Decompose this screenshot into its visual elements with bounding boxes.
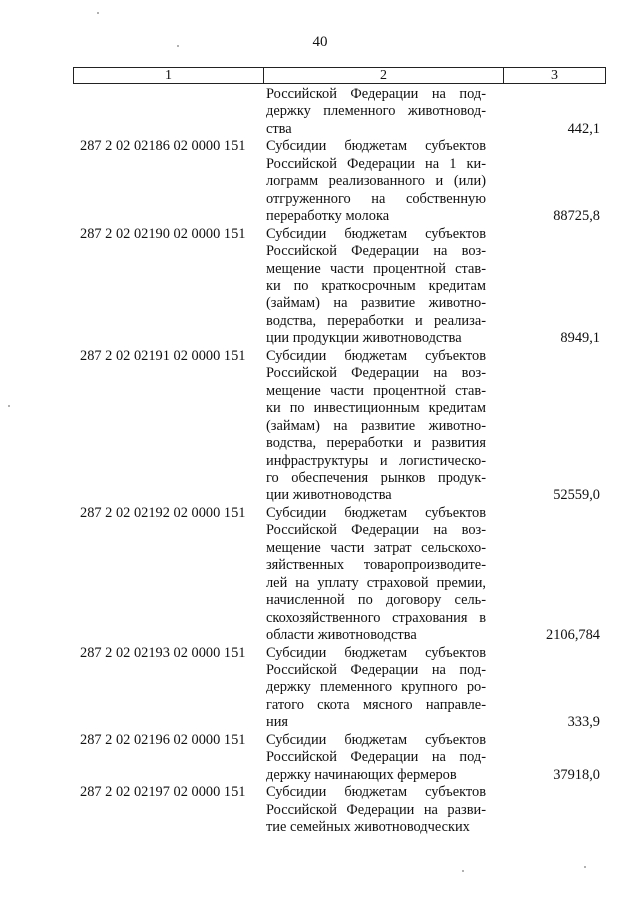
description-line: (займам) на развитие животно-	[266, 417, 486, 434]
description-line: начисленной по договору сель-	[266, 592, 486, 609]
scan-speck	[97, 12, 99, 14]
description-line: мещение части процентной став-	[266, 260, 486, 277]
description-line: отгруженного на собственную	[266, 190, 486, 207]
row-code: 287 2 02 02196 02 0000 151	[80, 731, 246, 748]
description-line: водства, переработки и развития	[266, 435, 486, 452]
row-amount: 442,1	[567, 120, 600, 137]
description-line: го обеспечения рынков продук-	[266, 469, 486, 486]
description-line: Субсидии бюджетам субъектов	[266, 731, 486, 748]
description-line: ки по инвестиционным кредитам	[266, 400, 486, 417]
row-amount: 52559,0	[553, 487, 600, 504]
header-col-3: 3	[551, 67, 558, 83]
description-line: мещение части процентной став-	[266, 382, 486, 399]
row-code: 287 2 02 02192 02 0000 151	[80, 504, 246, 521]
scan-speck	[8, 405, 10, 407]
description-line: держку племенного крупного ро-	[266, 679, 486, 696]
table-row	[80, 226, 600, 348]
table-row	[80, 732, 600, 784]
row-description	[266, 732, 486, 784]
description-line: Субсидии бюджетам субъектов	[266, 225, 486, 242]
description-line: области животноводства	[266, 627, 417, 644]
description-line: ции животноводства	[266, 487, 392, 504]
row-code: 287 2 02 02197 02 0000 151	[80, 784, 246, 801]
description-line: Российской Федерации на воз-	[266, 243, 486, 260]
row-description	[266, 645, 486, 732]
description-line: скохозяйственного страхования в	[266, 609, 486, 626]
description-line: лей на уплату страховой премии,	[266, 574, 486, 591]
table-row	[80, 784, 600, 836]
header-col-2: 2	[264, 68, 504, 83]
description-line: ния	[266, 714, 289, 731]
row-code: 287 2 02 02190 02 0000 151	[80, 225, 246, 242]
scan-speck	[584, 866, 586, 868]
description-line: Российской Федерации на под-	[266, 661, 486, 678]
description-line: Субсидии бюджетам субъектов	[266, 138, 486, 155]
row-description	[266, 226, 486, 348]
description-line: мещение части затрат сельскохо-	[266, 539, 486, 556]
row-amount: 333,9	[567, 714, 600, 731]
description-line: Российской Федерации на под-	[266, 86, 486, 102]
description-line: водства, переработки и реализа-	[266, 312, 486, 329]
table-row	[80, 505, 600, 645]
header-col-1: 1	[74, 68, 264, 83]
description-line: гатого скота мясного направле-	[266, 696, 486, 713]
description-line: Российской Федерации на разви-	[266, 801, 486, 818]
row-code: 287 2 02 02186 02 0000 151	[80, 138, 246, 155]
description-line: Российской Федерации на под-	[266, 749, 486, 766]
table-row	[80, 645, 600, 732]
description-line: ки по краткосрочным кредитам	[266, 277, 486, 294]
table-row	[80, 86, 600, 138]
description-line: Субсидии бюджетам субъектов	[266, 644, 486, 661]
description-line: держку начинающих фермеров	[266, 766, 457, 783]
row-description	[266, 784, 486, 836]
description-line: ства	[266, 120, 292, 137]
description-line: ции продукции животноводства	[266, 330, 462, 347]
description-line: держку племенного животновод-	[266, 103, 486, 120]
description-line: Российской Федерации на 1 ки-	[266, 155, 486, 172]
description-line: лограмм реализованного и (или)	[266, 173, 486, 190]
row-description	[266, 505, 486, 645]
description-line: инфраструктуры и логистическо-	[266, 452, 486, 469]
row-amount: 37918,0	[553, 766, 600, 783]
description-line: тие семейных животноводческих	[266, 819, 470, 836]
description-line: Российской Федерации на воз-	[266, 365, 486, 382]
table-row	[80, 348, 600, 505]
scan-speck	[462, 870, 464, 872]
description-line: Субсидии бюджетам субъектов	[266, 504, 486, 521]
table-row	[80, 138, 600, 225]
page-number: 40	[312, 34, 328, 50]
row-amount: 8949,1	[560, 330, 600, 347]
row-code: 287 2 02 02191 02 0000 151	[80, 347, 246, 364]
scan-speck	[177, 45, 179, 47]
table-body	[80, 86, 600, 836]
description-line: зяйственных товаропроизводите-	[266, 557, 486, 574]
description-line: Субсидии бюджетам субъектов	[266, 784, 486, 801]
table-header	[73, 67, 606, 84]
description-line: (займам) на развитие животно-	[266, 295, 486, 312]
row-amount: 88725,8	[553, 208, 600, 225]
description-line: переработку молока	[266, 208, 390, 225]
row-amount: 2106,784	[546, 627, 600, 644]
row-code: 287 2 02 02193 02 0000 151	[80, 644, 246, 661]
row-description	[266, 348, 486, 505]
description-line: Российской Федерации на воз-	[266, 522, 486, 539]
description-line: Субсидии бюджетам субъектов	[266, 347, 486, 364]
row-description	[266, 86, 486, 138]
row-description	[266, 138, 486, 225]
